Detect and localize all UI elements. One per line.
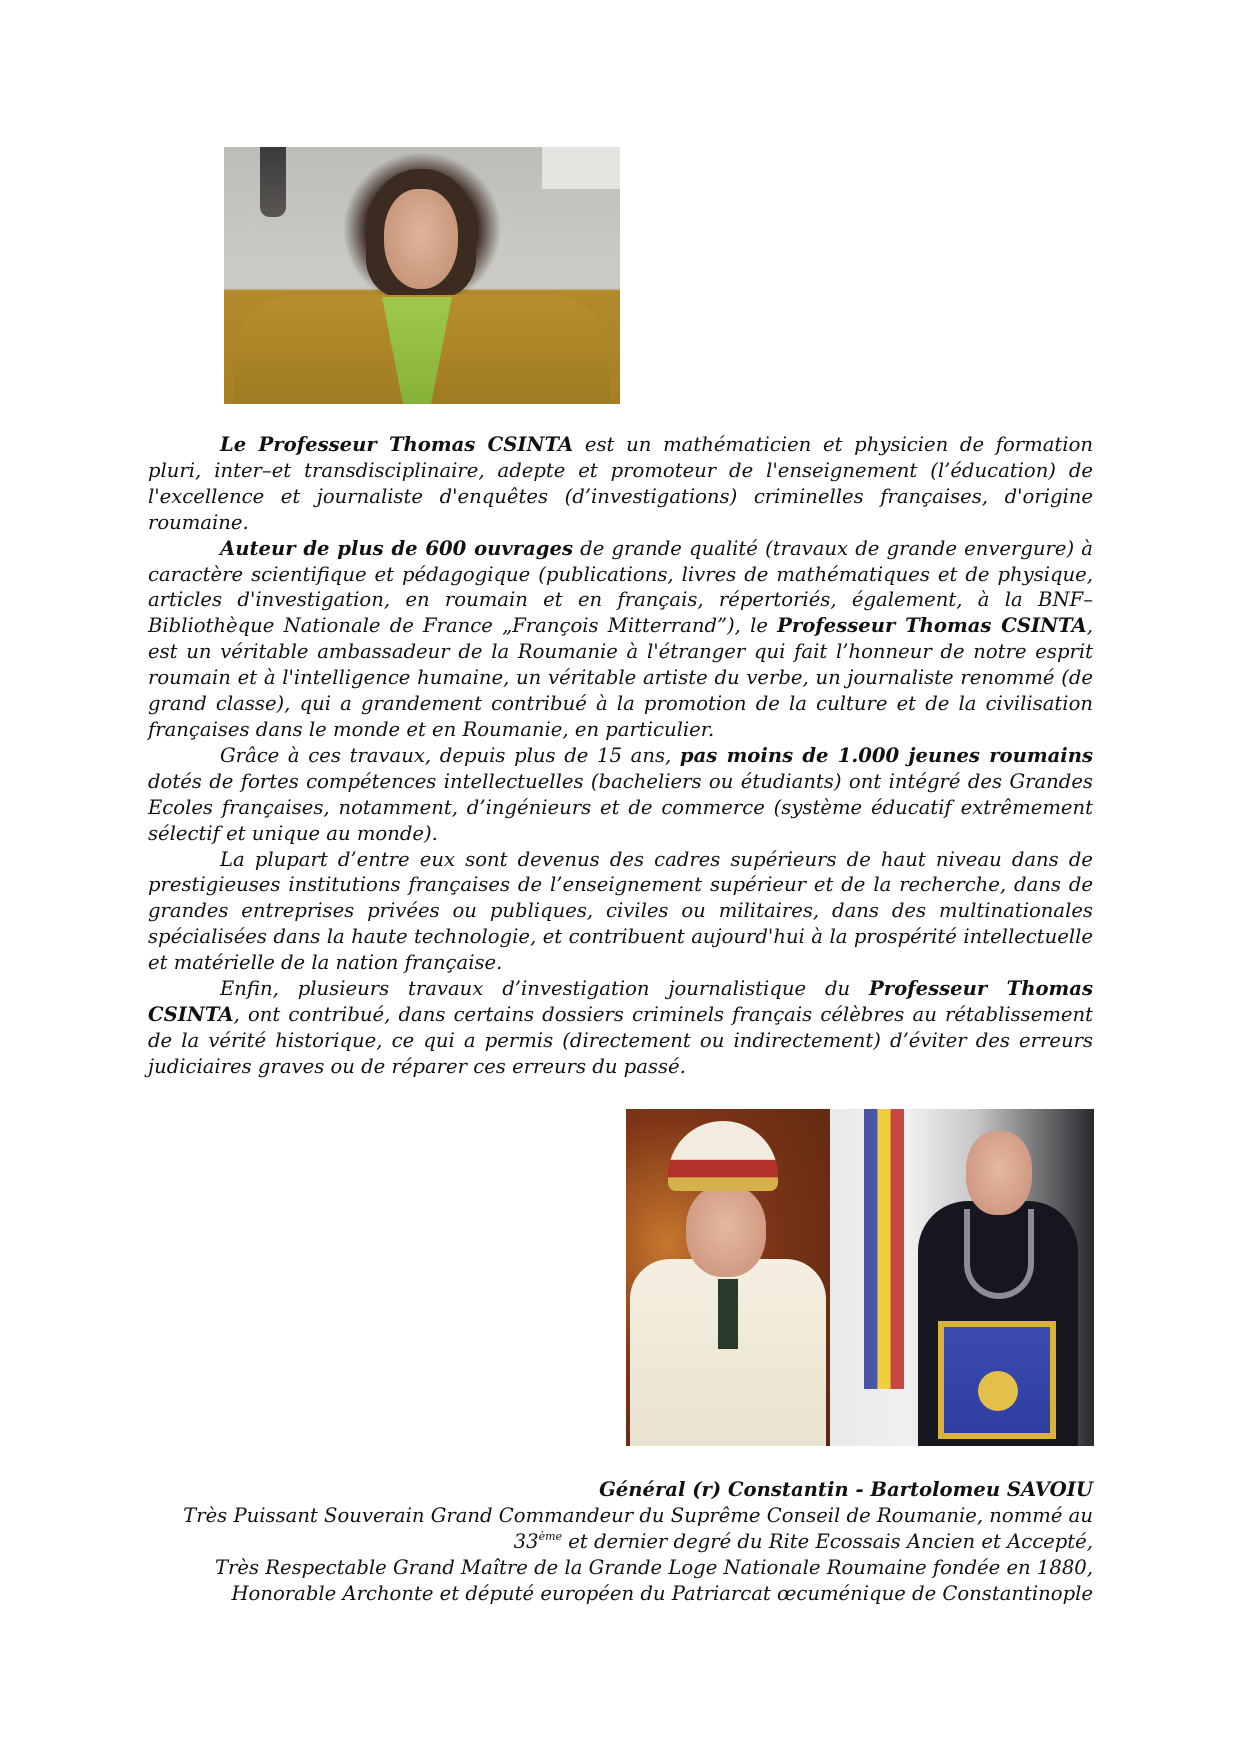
paragraph-5 <box>148 976 1093 1080</box>
degree-number: 33 <box>513 1530 539 1553</box>
lamp-post-shape <box>260 147 286 217</box>
paragraph-4 <box>148 847 1093 977</box>
article-body <box>148 432 1093 1080</box>
caption-line-4: Honorable Archonte et député européen du Patriarcat œcuménique de Constantinople <box>231 1582 1093 1605</box>
planter-shape <box>542 147 620 189</box>
portrait-photo-thomas-csinta <box>224 147 620 404</box>
tie-shape <box>718 1279 738 1349</box>
paragraph-text: , est un véritable ambassadeur de la Roumanie à l'étranger qui fait l’honneur de notre esprit roumain et à l'intelligence humaine, un véritable artiste du verbe, un journaliste renommé (de grand classe), qui a grandement contribué à la promotion de la culture et de la civilisation françaises dans le monde et en Roumanie, en particulier. <box>148 614 1093 741</box>
caption-line-1: Très Puissant Souverain Grand Commandeur du Suprême Conseil de Roumanie, nommé au <box>183 1504 1093 1527</box>
paragraph-1 <box>148 432 1093 536</box>
paragraph-text: Enfin, plusieurs travaux d’investigation journalistique du <box>220 977 870 1001</box>
paragraph-2 <box>148 536 1093 743</box>
bold-emphasis: pas moins de 1.000 jeunes roumains <box>679 743 1093 767</box>
bold-lead: Le Professeur Thomas CSINTA <box>220 433 574 456</box>
paragraph-text: de grande qualité (travaux de grande envergure) à caractère scientifique et pédagogique (publications, livres de mathématiques et de physique, articles d'investigation, en roumain et en français, répertoriés, également, à la BNF–Bibliothèque Nationale de France „François Mitterrand”), le <box>148 536 1093 638</box>
caption-name: Général (r) Constantin - Bartolomeu SAVOIU <box>599 1478 1093 1501</box>
caption-line-2 <box>148 1529 1093 1555</box>
face-shape <box>966 1131 1032 1215</box>
paragraph-3 <box>148 743 1093 847</box>
paragraph-text: La plupart d’entre eux sont devenus des cadres supérieurs de haut niveau dans de prestigieuses institutions françaises de l’enseignement supérieur et de la recherche, dans de grandes entreprises privées ou publiques, civiles ou militaires, dans des multinationales spécialisées dans la haute technologie, et contribuent aujourd'hui à la prospérité intellectuelle et matérielle de la nation française. <box>148 847 1093 975</box>
face-shape <box>384 189 458 289</box>
face-shape <box>686 1185 766 1277</box>
paragraph-text: Grâce à ces travaux, depuis plus de 15 ans, <box>220 743 680 767</box>
bold-emphasis: Professeur Thomas CSINTA <box>148 977 1094 1026</box>
photo-general-savoiu <box>626 1109 1094 1446</box>
romanian-flag-shape <box>864 1109 904 1389</box>
caption-line-3: Très Respectable Grand Maître de la Grande Loge Nationale Roumaine fondée en 1880, <box>214 1556 1093 1579</box>
paragraph-text: dotés de fortes compétences intellectuelles (bacheliers ou étudiants) ont intégré des Grandes Ecoles françaises, notamment, d’ingénieurs et de commerce (système éducatif extrêmement sélectif et unique au monde). <box>148 769 1093 845</box>
bold-lead: Auteur de plus de 600 ouvrages <box>220 536 573 560</box>
paragraph-text: , ont contribué, dans certains dossiers criminels français célèbres au rétablissement de la vérité historique, ce qui a permis (directement ou indirectement) d’éviter des erreurs judiciaires graves ou de réparer ces erreurs du passé. <box>148 1002 1093 1078</box>
degree-superscript: ème <box>538 1530 563 1543</box>
photo-caption <box>148 1477 1093 1607</box>
apron-seal-shape <box>978 1371 1018 1411</box>
caption-line-2-text: et dernier degré du Rite Ecossais Ancien et Accepté, <box>562 1530 1093 1553</box>
bold-emphasis: Professeur Thomas CSINTA <box>777 614 1087 638</box>
paragraph-text: est un mathématicien et physicien de formation pluri, inter–et transdisciplinaire, adepte et promoteur de l'enseignement (l’éducation) de l'excellence et journaliste d'enquêtes (d’investigations) criminelles françaises, d'origine roumaine. <box>148 433 1093 534</box>
masonic-collar-shape <box>964 1209 1034 1299</box>
